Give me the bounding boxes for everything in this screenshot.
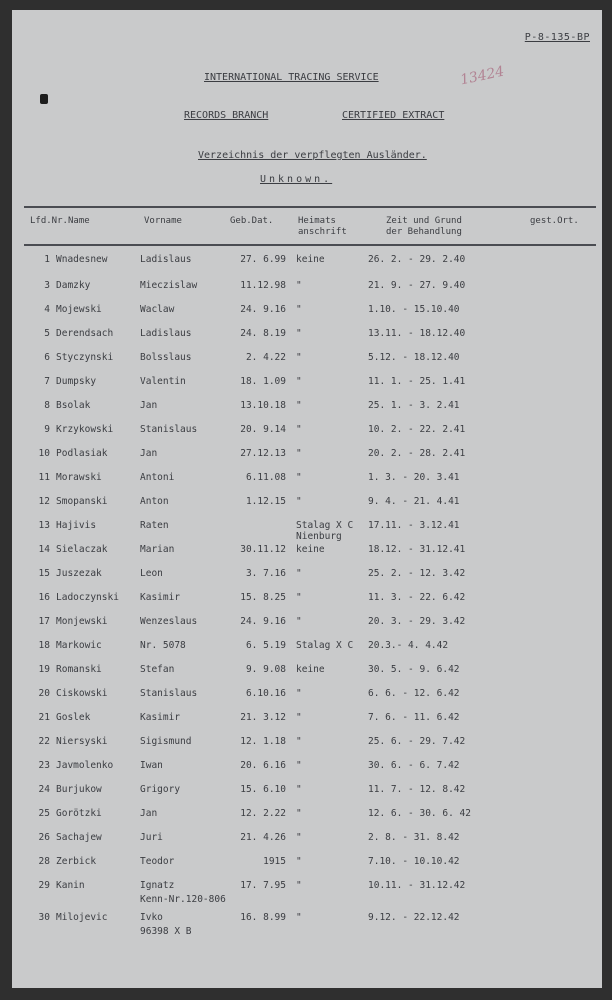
treatment-period: 2. 8. - 31. 8.42: [368, 832, 460, 843]
birth-date: 15. 6.10: [240, 784, 286, 795]
first-name: Juri: [140, 832, 163, 843]
surname: Mojewski: [56, 304, 102, 315]
birth-date: 3. 7.16: [245, 568, 286, 579]
column-header-gest: gest.Ort.: [530, 216, 579, 226]
home-address-line2: Nienburg: [296, 531, 342, 542]
birth-date: 20. 9.14: [240, 424, 286, 435]
row-number: 30: [38, 912, 50, 923]
surname: Monjewski: [56, 616, 108, 627]
surname: Burjukow: [56, 784, 102, 795]
treatment-period: 10.11. - 31.12.42: [368, 880, 466, 891]
row-number: 28: [38, 856, 50, 867]
birth-date: 16. 8.99: [240, 912, 286, 923]
first-name: Ladislaus: [140, 328, 192, 339]
surname: Podlasiak: [56, 448, 108, 459]
surname: Gorötzki: [56, 808, 102, 819]
birth-date: 15. 8.25: [240, 592, 286, 603]
table-row: [12, 322, 602, 346]
first-name: Kasimir: [140, 712, 181, 723]
column-header-name: Name: [68, 216, 90, 226]
table-row: [12, 906, 602, 936]
table-row: [12, 754, 602, 778]
table-row: [12, 778, 602, 802]
treatment-period: 7. 6. - 11. 6.42: [368, 712, 460, 723]
column-header-zeit-2: der Behandlung: [386, 227, 462, 237]
first-name: Stanislaus: [140, 688, 198, 699]
first-name: Jan: [140, 808, 158, 819]
surname: Bsolak: [56, 400, 91, 411]
row-number: 11: [38, 472, 50, 483]
surname: Dumpsky: [56, 376, 97, 387]
treatment-period: 17.11. - 3.12.41: [368, 520, 460, 531]
table-row: [12, 610, 602, 634]
column-header-zeit-1: Zeit und Grund: [386, 216, 462, 226]
home-address: ": [296, 688, 302, 699]
extract-label: CERTIFIED EXTRACT: [342, 110, 445, 121]
home-address: Stalag X C: [296, 520, 354, 531]
row-number: 21: [38, 712, 50, 723]
row-number: 3: [44, 280, 50, 291]
treatment-period: 7.10. - 10.10.42: [368, 856, 460, 867]
birth-date: 12. 2.22: [240, 808, 286, 819]
table-row: [12, 874, 602, 906]
table-row: [12, 514, 602, 542]
surname: Sielaczak: [56, 544, 108, 555]
treatment-period: 1. 3. - 20. 3.41: [368, 472, 460, 483]
list-subtitle: Verzeichnis der verpflegten Ausländer.: [198, 150, 427, 161]
table-row: [12, 442, 602, 466]
home-address: ": [296, 736, 302, 747]
row-number: 19: [38, 664, 50, 675]
first-name: Grigory: [140, 784, 181, 795]
table-row: [12, 682, 602, 706]
surname: Ladoczynski: [56, 592, 119, 603]
home-address: ": [296, 832, 302, 843]
home-address: ": [296, 616, 302, 627]
birth-date: 21. 3.12: [240, 712, 286, 723]
first-name: Anton: [140, 496, 169, 507]
home-address: ": [296, 592, 302, 603]
treatment-period: 1.10. - 15.10.40: [368, 304, 460, 315]
row-number: 15: [38, 568, 50, 579]
surname: Smopanski: [56, 496, 108, 507]
row-number: 16: [38, 592, 50, 603]
table-row: [12, 634, 602, 658]
home-address: ": [296, 304, 302, 315]
first-name: Wenzeslaus: [140, 616, 198, 627]
surname: Juszezak: [56, 568, 102, 579]
treatment-period: 5.12. - 18.12.40: [368, 352, 460, 363]
first-name: Antoni: [140, 472, 175, 483]
table-row: [12, 562, 602, 586]
row-number: 7: [44, 376, 50, 387]
treatment-period: 11. 1. - 25. 1.41: [368, 376, 466, 387]
birth-date: 17. 7.95: [240, 880, 286, 891]
birth-date: 1915: [263, 856, 286, 867]
row-number: 4: [44, 304, 50, 315]
home-address: ": [296, 856, 302, 867]
home-address: keine: [296, 544, 325, 555]
punch-hole-mark: [40, 94, 48, 104]
treatment-period: 21. 9. - 27. 9.40: [368, 280, 466, 291]
document-title: INTERNATIONAL TRACING SERVICE: [204, 72, 379, 83]
row-number: 22: [38, 736, 50, 747]
row-number: 6: [44, 352, 50, 363]
surname: Kanin: [56, 880, 85, 891]
row-number: 1: [44, 254, 50, 265]
first-name: Ladislaus: [140, 254, 192, 265]
birth-date: 9. 9.08: [245, 664, 286, 675]
column-header-nr: Lfd.Nr.: [30, 216, 68, 226]
row-number: 25: [38, 808, 50, 819]
home-address: ": [296, 448, 302, 459]
birth-date: 18. 1.09: [240, 376, 286, 387]
row-number: 10: [38, 448, 50, 459]
table-row: [12, 658, 602, 682]
surname: Javmolenko: [56, 760, 114, 771]
home-address: ": [296, 376, 302, 387]
first-name: Ivko: [140, 912, 163, 923]
home-address: ": [296, 712, 302, 723]
surname: Niersyski: [56, 736, 108, 747]
first-name: Sigismund: [140, 736, 192, 747]
surname: Hajivis: [56, 520, 97, 531]
surname: Damzky: [56, 280, 91, 291]
table-row: [12, 490, 602, 514]
first-name: Bolsslaus: [140, 352, 192, 363]
surname: Goslek: [56, 712, 91, 723]
home-address: ": [296, 568, 302, 579]
birth-date: 24. 8.19: [240, 328, 286, 339]
birth-date: 1.12.15: [245, 496, 286, 507]
row-number: 20: [38, 688, 50, 699]
birth-date: 11.12.98: [240, 280, 286, 291]
surname: Krzykowski: [56, 424, 114, 435]
patient-table: [12, 248, 602, 936]
first-name: Raten: [140, 520, 169, 531]
treatment-period: 20. 2. - 28. 2.41: [368, 448, 466, 459]
surname: Derendsach: [56, 328, 114, 339]
unknown-heading: Unknown.: [260, 174, 333, 185]
birth-date: 27.12.13: [240, 448, 286, 459]
birth-date: 6.11.08: [245, 472, 286, 483]
row-number: 17: [38, 616, 50, 627]
treatment-period: 10. 2. - 22. 2.41: [368, 424, 466, 435]
treatment-period: 9.12. - 22.12.42: [368, 912, 460, 923]
home-address: ": [296, 808, 302, 819]
surname: Zerbick: [56, 856, 97, 867]
first-name: Ignatz: [140, 880, 175, 891]
birth-date: 30.11.12: [240, 544, 286, 555]
home-address: ": [296, 328, 302, 339]
first-name: Stefan: [140, 664, 175, 675]
table-row: [12, 394, 602, 418]
first-name: Leon: [140, 568, 163, 579]
first-name: Valentin: [140, 376, 186, 387]
first-name: Jan: [140, 448, 158, 459]
home-address: ": [296, 400, 302, 411]
home-address: ": [296, 352, 302, 363]
table-row: [12, 370, 602, 394]
table-row: [12, 298, 602, 322]
table-row: [12, 850, 602, 874]
home-address: ": [296, 880, 302, 891]
treatment-period: 30. 5. - 9. 6.42: [368, 664, 460, 675]
row-number: 24: [38, 784, 50, 795]
table-row: [12, 248, 602, 274]
treatment-period: 13.11. - 18.12.40: [368, 328, 466, 339]
home-address: Stalag X C: [296, 640, 354, 651]
birth-date: 24. 9.16: [240, 304, 286, 315]
treatment-period: 25. 6. - 29. 7.42: [368, 736, 466, 747]
treatment-period: 30. 6. - 6. 7.42: [368, 760, 460, 771]
first-name-note: 96398 X B: [140, 926, 192, 937]
document-id: P-8-135-BP: [524, 32, 590, 43]
home-address: ": [296, 784, 302, 795]
surname: Sachajew: [56, 832, 102, 843]
treatment-period: 20.3.- 4. 4.42: [368, 640, 449, 651]
home-address: ": [296, 912, 302, 923]
header-rule-top: [24, 206, 596, 208]
birth-date: 20. 6.16: [240, 760, 286, 771]
table-row: [12, 538, 602, 562]
first-name: Marian: [140, 544, 175, 555]
treatment-period: 25. 1. - 3. 2.41: [368, 400, 460, 411]
row-number: 13: [38, 520, 50, 531]
table-row: [12, 706, 602, 730]
table-row: [12, 826, 602, 850]
treatment-period: 26. 2. - 29. 2.40: [368, 254, 466, 265]
home-address: ": [296, 280, 302, 291]
row-number: 23: [38, 760, 50, 771]
column-header-vorname: Vorname: [144, 216, 182, 226]
row-number: 12: [38, 496, 50, 507]
treatment-period: 12. 6. - 30. 6. 42: [368, 808, 471, 819]
surname: Ciskowski: [56, 688, 108, 699]
home-address: ": [296, 496, 302, 507]
first-name: Stanislaus: [140, 424, 198, 435]
row-number: 29: [38, 880, 50, 891]
column-header-geb: Geb.Dat.: [230, 216, 274, 226]
treatment-period: 9. 4. - 21. 4.41: [368, 496, 460, 507]
table-row: [12, 274, 602, 298]
row-number: 26: [38, 832, 50, 843]
treatment-period: 18.12. - 31.12.41: [368, 544, 466, 555]
treatment-period: 11. 3. - 22. 6.42: [368, 592, 466, 603]
first-name: Kasimir: [140, 592, 181, 603]
surname: Morawski: [56, 472, 102, 483]
row-number: 14: [38, 544, 50, 555]
birth-date: 13.10.18: [240, 400, 286, 411]
surname: Markowic: [56, 640, 102, 651]
first-name: Waclaw: [140, 304, 175, 315]
first-name: Nr. 5078: [140, 640, 186, 651]
table-row: [12, 418, 602, 442]
home-address: keine: [296, 254, 325, 265]
table-row: [12, 586, 602, 610]
birth-date: 2. 4.22: [245, 352, 286, 363]
home-address: ": [296, 424, 302, 435]
first-name: Jan: [140, 400, 158, 411]
birth-date: 6. 5.19: [245, 640, 286, 651]
row-number: 8: [44, 400, 50, 411]
birth-date: 24. 9.16: [240, 616, 286, 627]
treatment-period: 11. 7. - 12. 8.42: [368, 784, 466, 795]
row-number: 5: [44, 328, 50, 339]
column-header-heimat-2: anschrift: [298, 227, 347, 237]
row-number: 18: [38, 640, 50, 651]
header-rule-bottom: [24, 244, 596, 246]
treatment-period: 20. 3. - 29. 3.42: [368, 616, 466, 627]
surname: Milojevic: [56, 912, 108, 923]
branch-label: RECORDS BRANCH: [184, 110, 269, 121]
table-row: [12, 730, 602, 754]
row-number: 9: [44, 424, 50, 435]
document-page: [12, 10, 602, 988]
birth-date: 21. 4.26: [240, 832, 286, 843]
first-name: Mieczislaw: [140, 280, 198, 291]
first-name-note: Kenn-Nr.120-806: [140, 894, 226, 905]
surname: Wnadesnew: [56, 254, 108, 265]
birth-date: 27. 6.99: [240, 254, 286, 265]
surname: Styczynski: [56, 352, 114, 363]
birth-date: 6.10.16: [245, 688, 286, 699]
home-address: ": [296, 472, 302, 483]
table-row: [12, 466, 602, 490]
table-row: [12, 346, 602, 370]
table-row: [12, 802, 602, 826]
handwritten-stamp: 13424: [458, 63, 506, 89]
treatment-period: 25. 2. - 12. 3.42: [368, 568, 466, 579]
column-header-heimat-1: Heimats: [298, 216, 336, 226]
birth-date: 12. 1.18: [240, 736, 286, 747]
surname: Romanski: [56, 664, 102, 675]
treatment-period: 6. 6. - 12. 6.42: [368, 688, 460, 699]
home-address: ": [296, 760, 302, 771]
first-name: Iwan: [140, 760, 163, 771]
home-address: keine: [296, 664, 325, 675]
first-name: Teodor: [140, 856, 175, 867]
